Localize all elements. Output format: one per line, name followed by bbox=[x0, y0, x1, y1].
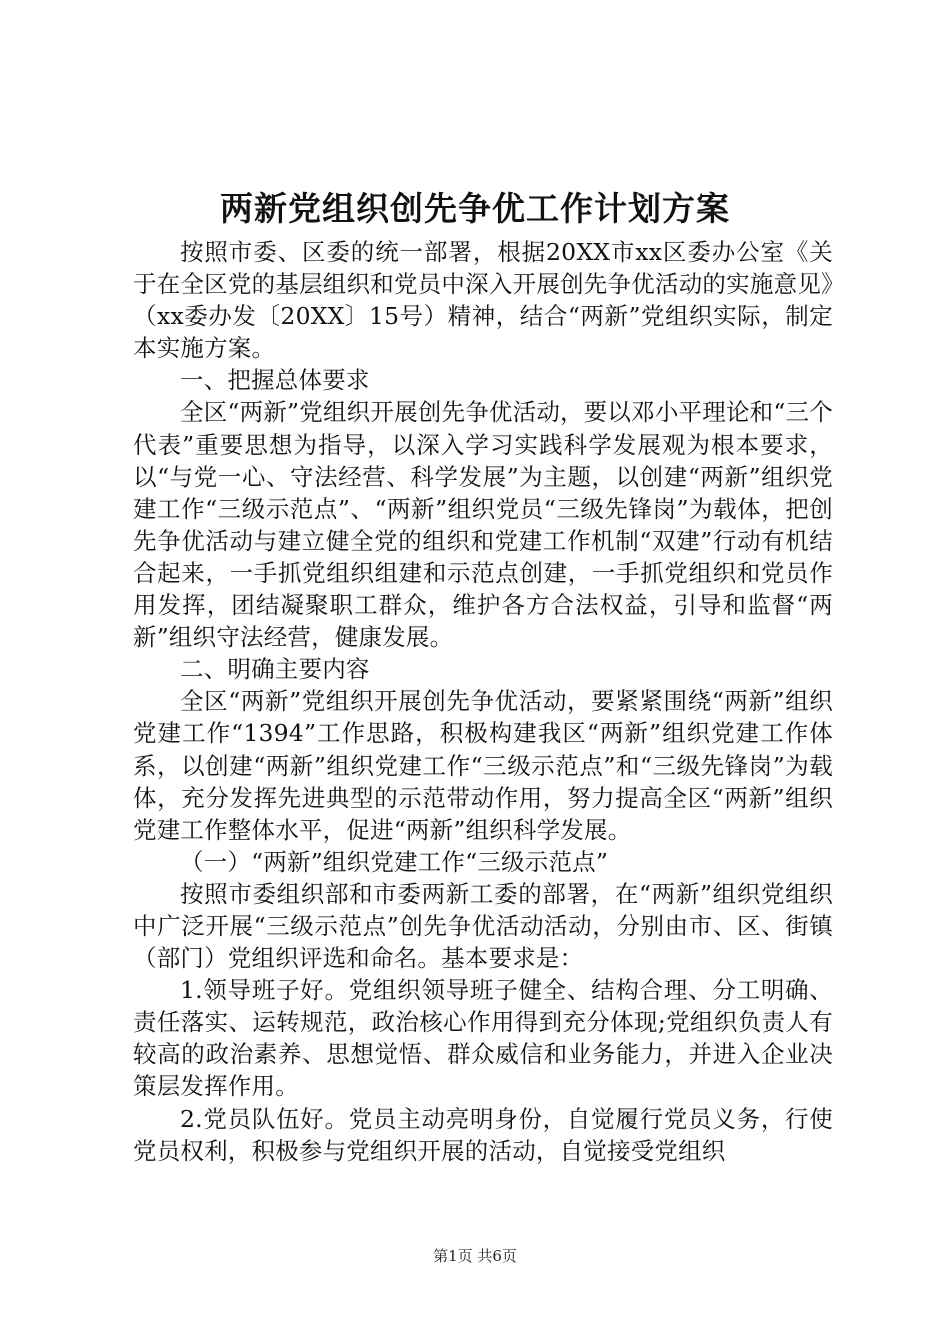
page-number: 第1页 共6页 bbox=[433, 1247, 517, 1265]
paragraph-main-content: 全区“两新”党组织开展创先争优活动，要紧紧围绕“两新”组织党建工作“1394”工作思路，积极构建我区“两新”组织党建工作体系，以创建“两新”组织党建工作“三级示范点”和“三级先锋岗”为载体，充分发挥先进典型的示范带动作用，努力提高全区“两新”组织党建工作整体水平，促进“两新”组织科学发展。 bbox=[133, 687, 833, 844]
document-title: 两新党组织创先争优工作计划方案 bbox=[220, 189, 730, 228]
paragraph-intro: 按照市委、区委的统一部署，根据20XX市xx区委办公室《关于在全区党的基层组织和党员中深入开展创先争优活动的实施意见》（xx委办发〔20XX〕15号）精神，结合“两新”党组织实际，制定本实施方案。 bbox=[133, 238, 833, 363]
subsection-heading-1: （一）“两新”组织党建工作“三级示范点” bbox=[180, 847, 609, 876]
list-item-leadership: 1.领导班子好。党组织领导班子健全、结构合理、分工明确、责任落实、运转规范，政治核心作用得到充分体现;党组织负责人有较高的政治素养、思想觉悟、群众威信和业务能力，并进入企业决策层发挥作用。 bbox=[133, 976, 833, 1101]
section-heading-2: 二、明确主要内容 bbox=[180, 655, 370, 684]
document-body bbox=[133, 236, 833, 1167]
paragraph-demo-points: 按照市委组织部和市委两新工委的部署，在“两新”组织党组织中广泛开展“三级示范点”创先争优活动活动，分别由市、区、街镇（部门）党组织评选和命名。基本要求是： bbox=[133, 879, 833, 973]
section-heading-1: 一、把握总体要求 bbox=[180, 366, 370, 395]
paragraph-overall-requirements: 全区“两新”党组织开展创先争优活动，要以邓小平理论和“三个代表”重要思想为指导，以深入学习实践科学发展观为根本要求，以“与党一心、守法经营、科学发展”为主题，以创建“两新”组织党建工作“三级示范点”、“两新”组织党员“三级先锋岗”为载体，把创先争优活动与建立健全党的组织和党建工作机制“双建”行动有机结合起来，一手抓党组织组建和示范点创建，一手抓党组织和党员作用发挥，团结凝聚职工群众，维护各方合法权益，引导和监督“两新”组织守法经营，健康发展。 bbox=[133, 398, 833, 652]
list-item-members: 2.党员队伍好。党员主动亮明身份，自觉履行党员义务，行使党员权利，积极参与党组织开展的活动，自觉接受党组织 bbox=[133, 1104, 833, 1165]
